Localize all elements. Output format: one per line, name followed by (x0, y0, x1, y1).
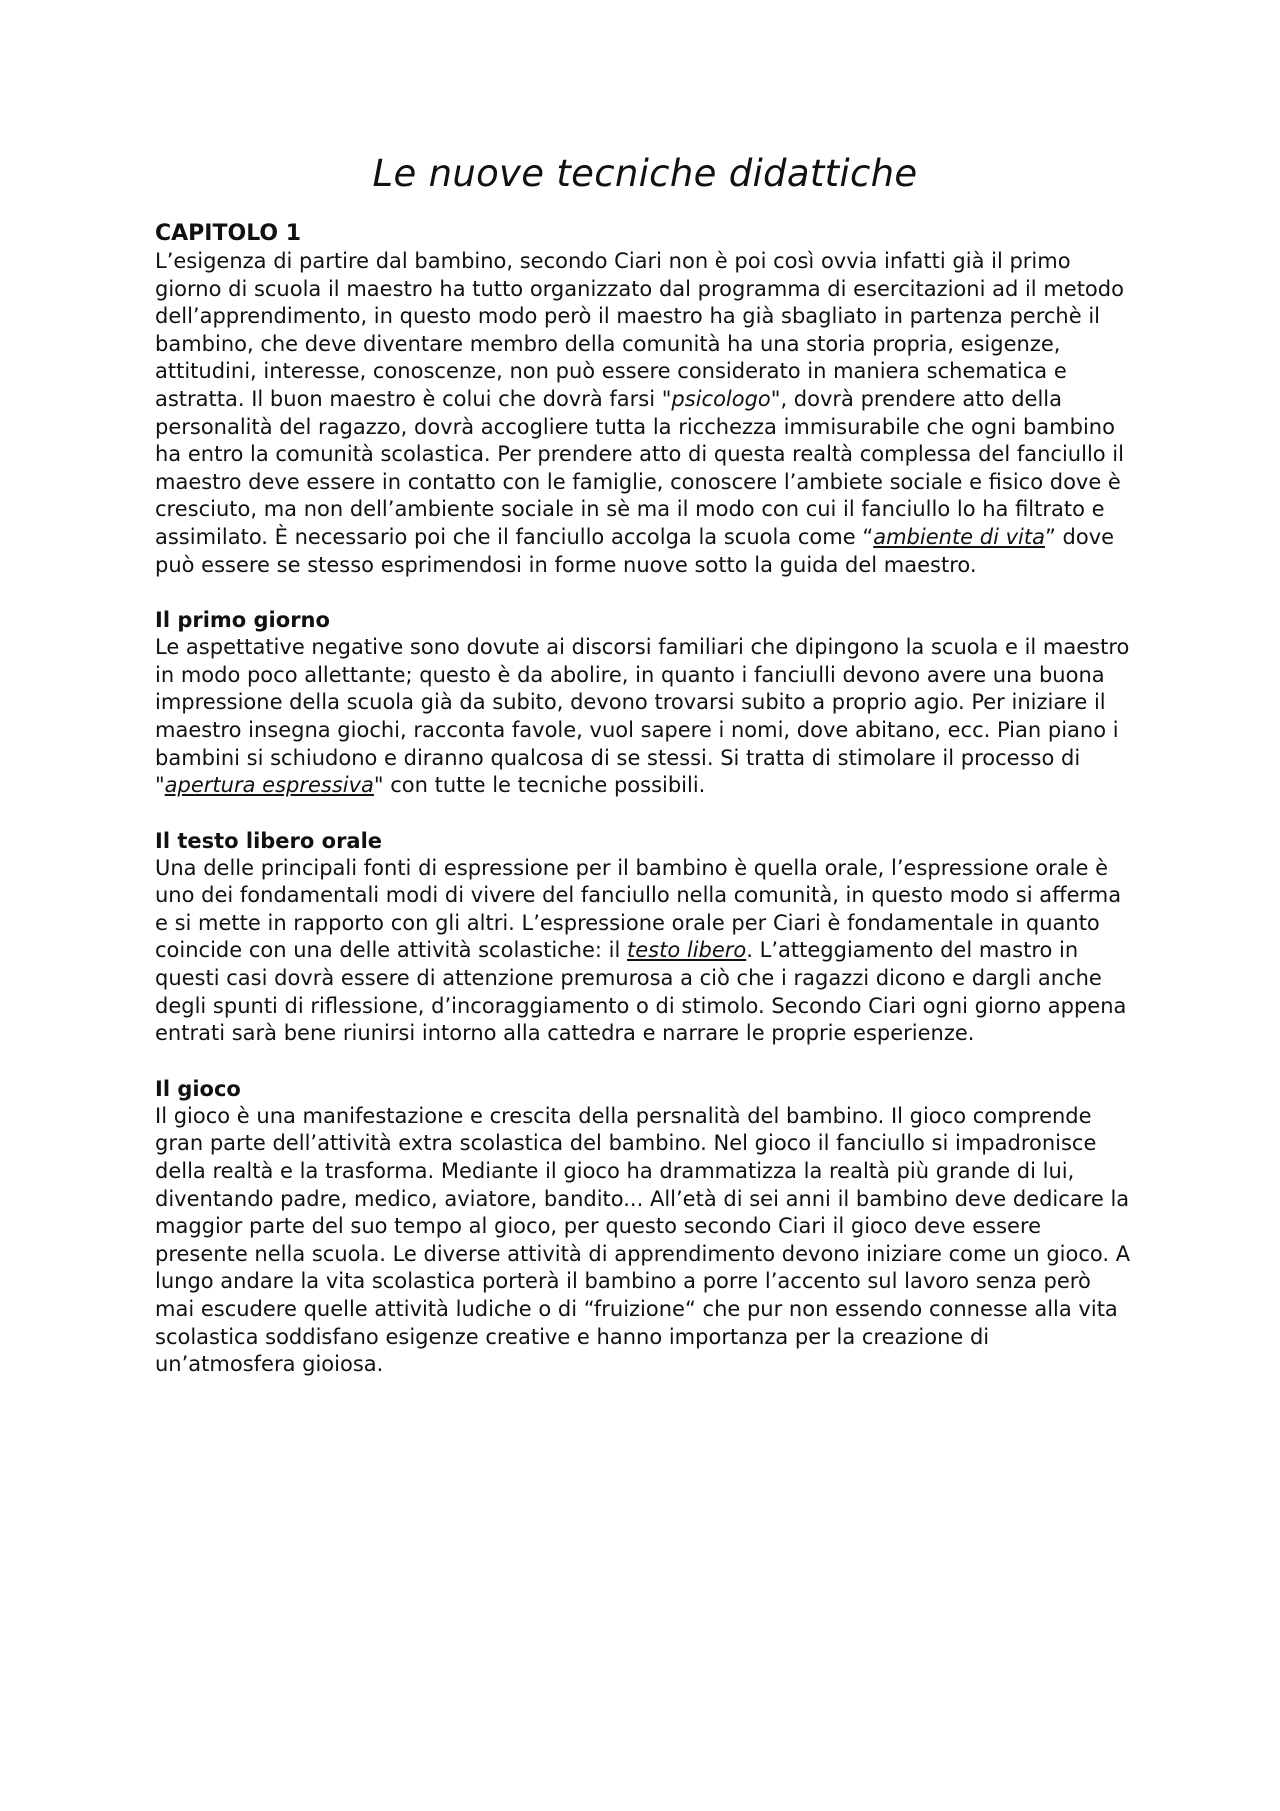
section-paragraph (155, 1103, 1135, 1379)
section-paragraph (155, 855, 1135, 1048)
section-heading: Il primo giorno (155, 608, 330, 633)
section-paragraph (155, 634, 1135, 800)
chapter-heading: CAPITOLO 1 (155, 221, 302, 246)
paragraph-text: " con tutte le tecniche possibili. (373, 773, 706, 798)
emphasis-term: psicologo (671, 386, 771, 411)
section-primo-giorno (155, 606, 1135, 800)
section-capitolo-1 (155, 220, 1135, 579)
paragraph-text: ", dovrà prendere atto della personalità del ragazzo, dovrà accogliere tutta la ricchezza immisurabile che ogni bambino ha entro la comunità scolastica. Per prendere atto di questa realtà complessa del fanciullo il maestro deve essere in contatto con le famiglie, conoscere l’ambiete sociale e fisico dove è cresciuto, ma non dell’ambiente sociale in sè ma il modo con cui il fanciullo lo ha filtrato e assimilato. È necessario poi che il fanciullo accolga la scuola come “ (155, 386, 1124, 549)
section-testo-libero (155, 827, 1135, 1048)
paragraph-text: Il gioco è una manifestazione e crescita della persnalità del bambino. Il gioco comprende gran parte dell’attività extra scolastica del bambino. Nel gioco il fanciullo si impadronisce della realtà e la trasforma. Mediante il gioco ha drammatizza la realtà più grande di lui, diventando padre, medico, aviatore, bandito... All’età di sei anni il bambino deve dedicare la maggior parte del suo tempo al gioco, per questo secondo Ciari il gioco deve essere presente nella scuola. Le diverse attività di apprendimento devono iniziare come un gioco. A lungo andare la vita scolastica porterà il bambino a porre l’accento sul lavoro senza però mai escudere quelle attività ludiche o di “fruizione“ che pur non essendo connesse alla vita scolastica soddisfano esigenze creative e hanno importanza per la creazione di un’atmosfera gioiosa. (155, 1103, 1131, 1377)
section-heading: Il gioco (155, 1076, 241, 1101)
paragraph-text: Le aspettative negative sono dovute ai discorsi familiari che dipingono la scuola e il maestro in modo poco allettante; questo è da abolire, in quanto i fanciulli devono avere una buona impressione della scuola già da subito, devono trovarsi subito a proprio agio. Per iniziare il maestro insegna giochi, racconta favole, vuol sapere i nomi, dove abitano, ecc. Pian piano i bambini si schiudono e diranno qualcosa di se stessi. Si tratta di stimolare il processo di " (155, 635, 1130, 798)
document-page (155, 150, 1135, 1406)
paragraph-text: Una delle principali fonti di espressione per il bambino è quella orale, l’espressione orale è uno dei fondamentali modi di vivere del fanciullo nella comunità, in questo modo si afferma e si mette in rapporto con gli altri. L’espressione orale per Ciari è fondamentale in quanto coincide con una delle attività scolastiche: il (155, 855, 1122, 963)
chapter-paragraph (155, 248, 1135, 579)
paragraph-text: . L’atteggiamento del mastro in questi casi dovrà essere di attenzione premurosa a ciò che i ragazzi dicono e dargli anche degli spunti di riflessione, d’incoraggiamento o di stimolo. Secondo Ciari ogni giorno appena entrati sarà bene riunirsi intorno alla cattedra e narrare le proprie esperienze. (155, 938, 1127, 1046)
key-term: ambiente di vita (873, 524, 1045, 549)
key-term: testo libero (627, 938, 747, 963)
document-title: Le nuove tecniche didattiche (372, 152, 918, 195)
paragraph-text: ” dove può essere se stesso esprimendosi in forme nuove sotto la guida del maestro. (155, 524, 1115, 577)
section-gioco (155, 1075, 1135, 1379)
section-heading: Il testo libero orale (155, 828, 383, 853)
paragraph-text: L’esigenza di partire dal bambino, secondo Ciari non è poi così ovvia infatti già il primo giorno di scuola il maestro ha tutto organizzato dal programma di esercitazioni ad il metodo dell’apprendimento, in questo modo però il maestro ha già sbagliato in partenza perchè il bambino, che deve diventare membro della comunità ha una storia propria, esigenze, attitudini, interesse, conoscenze, non può essere considerato in maniera schematica e astratta. Il buon maestro è colui che dovrà farsi " (155, 249, 1124, 411)
key-term: apertura espressiva (164, 773, 374, 798)
